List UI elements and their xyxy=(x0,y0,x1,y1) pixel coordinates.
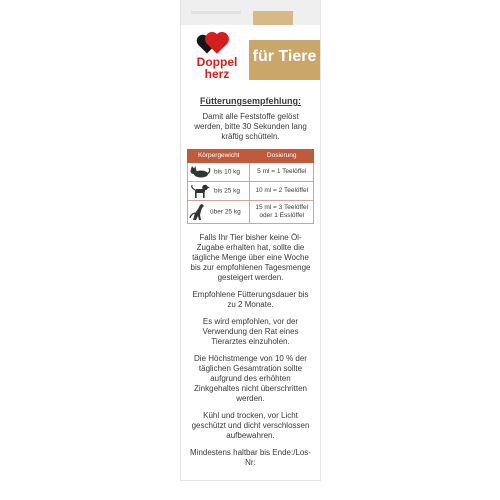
brand-title: für Tiere xyxy=(252,48,317,65)
dose-cell: 10 ml = 2 Teelöffel xyxy=(250,182,314,201)
brand-header xyxy=(181,36,320,90)
flap-tab xyxy=(253,11,293,25)
weight-cell: über 25 kg xyxy=(188,201,250,224)
table-row xyxy=(188,201,314,224)
box-top-flap xyxy=(181,0,320,25)
vet-paragraph: Es wird empfohlen, vor der Verwendung den Rat eines Tierarztes einzuholen. xyxy=(202,317,299,346)
flap-slot xyxy=(191,11,241,14)
cat-icon xyxy=(189,166,211,178)
storage-paragraph: Kühl und trocken, vor Licht geschützt und dicht verschlossen aufbewahren. xyxy=(191,411,310,440)
weight-cell: bis 10 kg xyxy=(188,163,250,182)
table-row xyxy=(188,163,314,182)
dose-cell: 5 ml = 1 Teelöffel xyxy=(250,163,314,182)
brand-band xyxy=(249,40,320,80)
col-dose-header: Dosierung xyxy=(250,150,314,163)
col-weight-header: Körpergewicht xyxy=(188,150,250,163)
hearts-icon xyxy=(198,36,228,56)
product-box-side xyxy=(180,0,321,481)
dog-large-icon xyxy=(189,203,207,221)
doppelherz-logo xyxy=(188,36,246,88)
dog-medium-icon xyxy=(189,184,211,198)
oil-paragraph: Falls Ihr Tier bisher keine Öl-Zugabe erhalten hat, sollte die tägliche Menge über eine Woche bis zur empfohlenen Tagesmenge gesteigert werden. xyxy=(190,233,311,282)
intro-text: Damit alle Feststoffe gelöst werden, bitte 30 Sekunden lang kräftig schütteln. xyxy=(194,112,307,141)
weight-cell: bis 25 kg xyxy=(188,182,250,201)
dosage-table xyxy=(187,149,314,224)
expiry-paragraph: Mindestens haltbar bis Ende:/Los-Nr: xyxy=(190,448,311,467)
feeding-heading: Fütterungsempfehlung: xyxy=(200,96,301,106)
max-paragraph: Die Höchstmenge von 10 % der täglichen Gesamtration sollte aufgrund des erhöhten Zinkgehaltes nicht überschritten werden. xyxy=(194,354,307,403)
duration-paragraph: Empfohlene Fütterungsdauer bis zu 2 Monate. xyxy=(192,290,309,309)
logo-wordmark: Doppel herz xyxy=(196,55,238,81)
dose-cell: 15 ml = 3 Teelöffel oder 1 Esslöffel xyxy=(250,201,314,224)
table-row xyxy=(188,182,314,201)
label-content xyxy=(181,96,320,475)
